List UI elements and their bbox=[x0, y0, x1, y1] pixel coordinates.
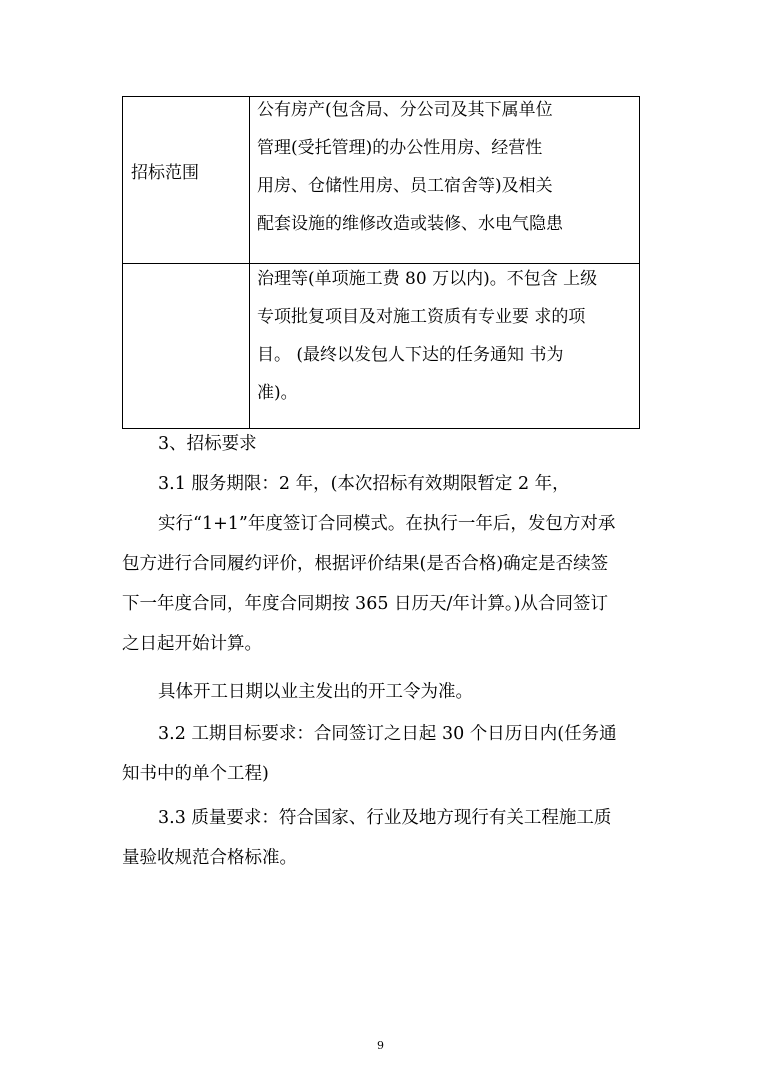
table-label-cell: 招标范围 bbox=[131, 163, 199, 183]
table-line: 用房、仓储性用房、员工宿舍等)及相关 bbox=[257, 176, 553, 196]
paragraph-line: 下一年度合同，年度合同期按 365 日历天/年计算。)从合同签订 bbox=[122, 594, 608, 614]
table-line: 治理等(单项施工费 80 万以内)。不包含 上级 bbox=[257, 269, 598, 289]
table-line: 专项批复项目及对施工资质有专业要 求的项 bbox=[257, 307, 586, 327]
contract-mode-paragraph bbox=[122, 504, 642, 664]
quality-paragraph bbox=[122, 798, 642, 878]
paragraph-line: 之日起开始计算。 bbox=[122, 634, 262, 654]
paragraph-line: 3.3 质量要求：符合国家、行业及地方现行有关工程施工质 bbox=[158, 808, 612, 828]
schedule-paragraph bbox=[122, 714, 642, 794]
start-date-paragraph: 具体开工日期以业主发出的开工令为准。 bbox=[158, 682, 473, 702]
table-line: 公有房产(包含局、分公司及其下属单位 bbox=[257, 100, 553, 120]
table-line: 配套设施的维修改造或装修、水电气隐患 bbox=[257, 214, 563, 234]
table-content-cell-1 bbox=[257, 91, 637, 243]
scope-table bbox=[122, 96, 640, 429]
paragraph-line: 知书中的单个工程) bbox=[122, 764, 269, 784]
section-heading-3: 3、招标要求 bbox=[158, 434, 257, 454]
table-line: 管理(受托管理)的办公性用房、经营性 bbox=[257, 138, 543, 158]
paragraph-line: 实行“1+1”年度签订合同模式。在执行一年后，发包方对承 bbox=[158, 514, 616, 534]
service-period-line: 3.1 服务期限：2 年，(本次招标有效期限暂定 2 年， bbox=[158, 474, 570, 494]
paragraph-line: 量验收规范合格标准。 bbox=[122, 848, 297, 868]
paragraph-line: 3.2 工期目标要求：合同签订之日起 30 个日历日内(任务通 bbox=[158, 724, 617, 744]
table-line: 目。 (最终以发包人下达的任务通知 书为 bbox=[257, 345, 564, 365]
table-content-cell-2 bbox=[257, 260, 637, 412]
paragraph-line: 包方进行合同履约评价，根据评价结果(是否合格)确定是否续签 bbox=[122, 554, 609, 574]
table-line: 准)。 bbox=[257, 383, 298, 403]
page-number: 9 bbox=[377, 1039, 384, 1052]
